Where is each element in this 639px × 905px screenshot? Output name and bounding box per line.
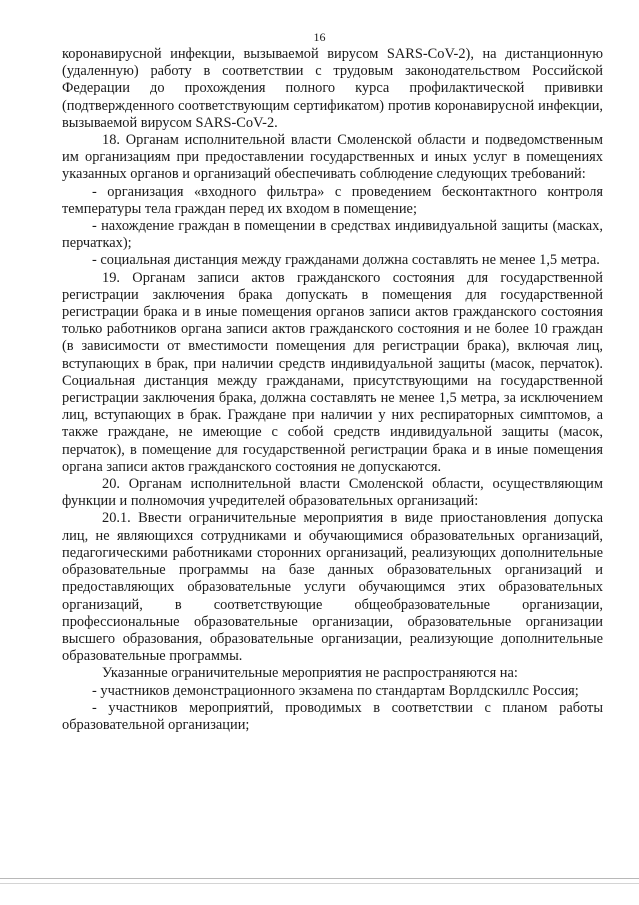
paragraph-item-19: 19. Органам записи актов гражданского состояния для государственной регистрации заключения брака допускать в помещения для государственной регистрации брака и в иные помещения органов записи актов гражданского состояния только работников органа записи актов гражданского состояния и не более 10 граждан (в зависимости от вместимости помещения для регистрации брака), включая лиц, вступающих в брак, при наличии средств индивидуальной защиты (масок, перчаток). Социальная дистанция между гражданами, присутствующими на государственной регистрации заключения брака, должна составлять не менее 1,5 метра, за исключением лиц, вступающих в брак. Граждане при наличии у них респираторных симптомов, а также граждане, не имеющие с собой средств индивидуальной защиты (масок, перчаток), в помещение для государственной регистрации брака и в иные помещения органа записи актов гражданского состояния не допускаются. xyxy=(62,269,603,475)
page-number: 16 xyxy=(313,30,326,44)
paragraph-item-18: 18. Органам исполнительной власти Смоленской области и подведомственным им организациям при предоставлении государственных и иных услуг в помещениях указанных органов и организаций обеспечивать соблюдение следующих требований: xyxy=(62,132,603,183)
document-body xyxy=(62,46,603,734)
list-item-social-distance: - социальная дистанция между гражданами должна составлять не менее 1,5 метра. xyxy=(92,252,600,269)
list-item-worldskills: - участников демонстрационного экзамена по стандартам Ворлдскиллс Россия; xyxy=(92,682,579,699)
paragraph-continuation: коронавирусной инфекции, вызываемой вирусом SARS-CoV-2), на дистанционную (удаленную) работу в соответствии с трудовым законодательством Российской Федерации до прохождения полного курса профилактической прививки (подтвержденного соответствующим сертификатом) против коронавирусной инфекции, вызываемой вирусом SARS-CoV-2. xyxy=(62,46,603,131)
scan-edge-line xyxy=(0,883,639,884)
list-item-event-participants: - участников мероприятий, проводимых в соответствии с планом работы образовательной организации; xyxy=(62,699,603,733)
list-item-input-filter: - организация «входного фильтра» с проведением бесконтактного контроля температуры тела граждан перед их входом в помещение; xyxy=(62,183,603,217)
scan-edge-line xyxy=(0,878,639,879)
list-item-protective-equipment: - нахождение граждан в помещении в средствах индивидуальной защиты (масках, перчатках); xyxy=(62,218,603,252)
paragraph-item-20: 20. Органам исполнительной власти Смоленской области, осуществляющим функции и полномочия учредителей образовательных организаций: xyxy=(62,476,603,510)
paragraph-exceptions-intro: Указанные ограничительные мероприятия не распространяются на: xyxy=(102,665,518,682)
paragraph-item-20-1: 20.1. Ввести ограничительные мероприятия в виде приостановления допуска лиц, не являющихся сотрудниками и обучающимися образовательных организаций, педагогическими работниками сторонних организаций, реализующих дополнительные образовательные программы на базе данных образовательных организаций и предоставляющих образовательные услуги обучающимся этих образовательных организаций, в соответствующие общеобразовательные организации, профессиональные образовательные организации, образовательные организации высшего образования, образовательные организации, реализующие дополнительные образовательные программы. xyxy=(62,510,603,665)
